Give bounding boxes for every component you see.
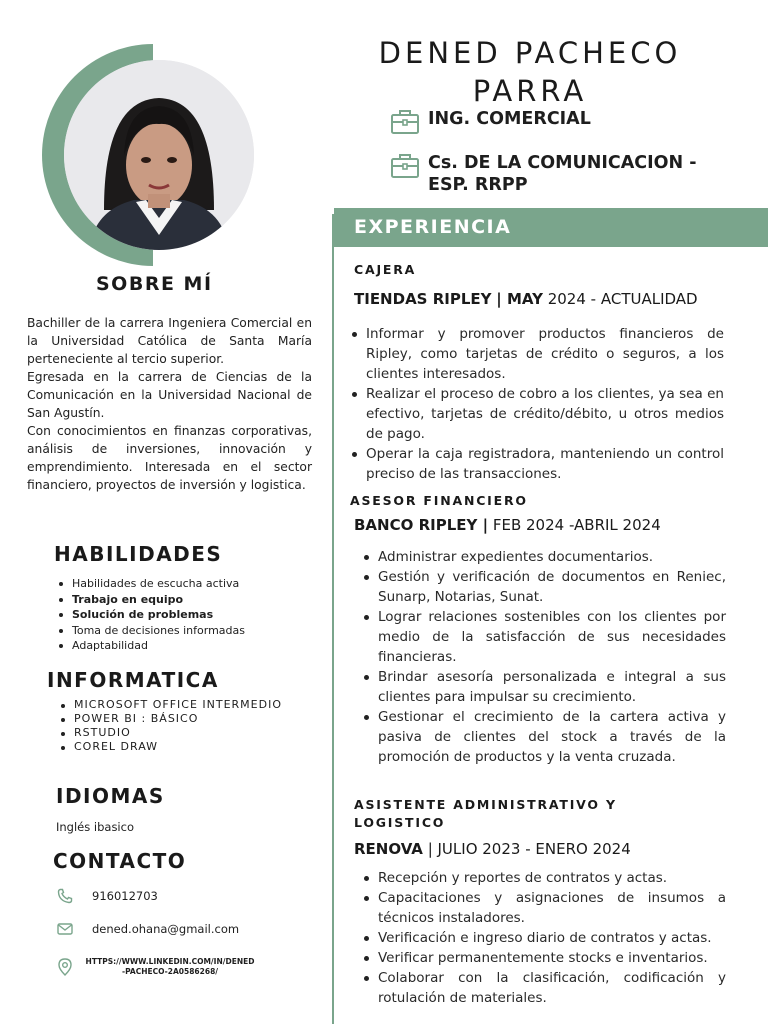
person-portrait-icon	[64, 60, 254, 250]
about-paragraph: Bachiller de la carrera Ingeniera Comercial en la Universidad Católica de Santa María perteneciente al tercio superior.	[27, 316, 312, 366]
list-item: COREL DRAW	[58, 740, 298, 754]
list-item: Brindar asesoría personalizada e integral a sus clientes para impulsar su crecimiento.	[378, 669, 726, 705]
skills-title: HABILIDADES	[54, 542, 223, 566]
about-text	[27, 314, 312, 494]
contact-title: CONTACTO	[53, 849, 187, 873]
profile-photo	[64, 60, 254, 250]
linkedin-url	[84, 957, 256, 977]
email-address: dened.ohana@gmail.com	[92, 922, 240, 936]
list-item: Recepción y reportes de contratos y actas.	[378, 868, 726, 888]
about-title: SOBRE MÍ	[96, 273, 213, 295]
contact-phone[interactable]	[56, 887, 158, 905]
list-item: Verificar permanentemente stocks e inventarios.	[378, 948, 726, 968]
location-pin-icon	[56, 958, 74, 976]
job-date: FEB 2024 -ABRIL 2024	[488, 516, 661, 534]
list-item: Adaptabilidad	[56, 638, 326, 654]
degree-row	[390, 152, 696, 196]
list-item: Informar y promover productos financieros de Ripley, como tarjetas de crédito o seguros, a los clientes interesados.	[366, 326, 724, 382]
list-item: Habilidades de escucha activa	[56, 576, 326, 592]
list-item: Capacitaciones y asignaciones de insumos a técnicos instaladores.	[378, 890, 726, 926]
list-item: Administrar expedientes documentarios.	[378, 547, 726, 567]
degree-row	[390, 108, 591, 136]
language-text: Inglés ibasico	[56, 820, 134, 834]
briefcase-icon	[390, 108, 420, 136]
email-icon	[56, 920, 74, 938]
experience-title: EXPERIENCIA	[354, 216, 512, 238]
job-company: RENOVA	[354, 840, 423, 858]
profile-photo-frame	[42, 44, 264, 266]
job-heading	[354, 290, 698, 308]
job-role: CAJERA	[354, 262, 417, 277]
phone-number: 916012703	[92, 889, 158, 903]
job-date-month: | MAY	[496, 290, 543, 308]
contact-linkedin[interactable]	[56, 957, 256, 977]
contact-email[interactable]	[56, 920, 239, 938]
page-title	[334, 34, 726, 110]
list-item: RSTUDIO	[58, 726, 298, 740]
linkedin-url-line1: HTTPS://WWW.LINKEDIN.COM/IN/DENED	[85, 957, 255, 966]
degree-title-line1: Cs. DE LA COMUNICACION -	[428, 153, 697, 173]
skills-list	[56, 576, 326, 654]
list-item: Gestionar el crecimiento de la cartera activa y pasiva de clientes del stock a través de la promoción de productos y la venta cruzada.	[378, 709, 726, 765]
about-paragraph: Egresada en la carrera de Ciencias de la Comunicación en la Universidad Nacional de San Agustín.	[27, 370, 312, 420]
job-heading	[354, 840, 631, 858]
list-item: Trabajo en equipo	[56, 592, 326, 608]
job-duties	[366, 324, 724, 484]
job-role-line2: LOGISTICO	[354, 815, 446, 830]
divider	[332, 214, 334, 1024]
job-duties	[378, 868, 726, 1008]
job-date: 2024 - ACTUALIDAD	[542, 290, 698, 308]
list-item: Lograr relaciones sostenibles con los clientes por medio de la satisfacción de sus necesidades financieras.	[378, 609, 726, 665]
degree-title: ING. COMERCIAL	[428, 109, 591, 129]
list-item: POWER BI : BÁSICO	[58, 712, 298, 726]
list-item: MICROSOFT OFFICE INTERMEDIO	[58, 698, 298, 712]
idiomas-title: IDIOMAS	[56, 784, 165, 808]
informatica-list	[58, 698, 298, 754]
list-item: Gestión y verificación de documentos en Reniec, Sunarp, Notarias, Sunat.	[378, 569, 726, 605]
job-role	[354, 796, 617, 832]
name-line2: PARRA	[472, 74, 588, 108]
job-date: | JULIO 2023 - ENERO 2024	[427, 840, 631, 858]
experience-header	[334, 208, 768, 247]
linkedin-url-line2: -PACHECO-2A0586268/	[121, 967, 219, 976]
job-heading	[354, 516, 661, 534]
job-duties	[378, 547, 726, 767]
phone-icon	[56, 887, 74, 905]
degree-title-line2: ESP. RRPP	[428, 175, 528, 195]
list-item: Realizar el proceso de cobro a los clientes, ya sea en efectivo, tarjetas de crédito/débito, u otros medios de pago.	[366, 386, 724, 442]
list-item: Verificación e ingreso diario de contratos y actas.	[378, 928, 726, 948]
degree-title	[428, 152, 696, 196]
job-company: TIENDAS RIPLEY	[354, 290, 492, 308]
job-date-separator: |	[477, 516, 489, 534]
job-role-line1: ASISTENTE ADMINISTRATIVO Y	[354, 797, 617, 812]
list-item: Colaborar con la clasificación, codificación y rotulación de materiales.	[378, 970, 726, 1006]
list-item: Operar la caja registradora, manteniendo un control preciso de las transacciones.	[366, 446, 724, 482]
name-line1: DENED PACHECO	[378, 36, 682, 70]
list-item: Toma de decisiones informadas	[56, 623, 326, 639]
list-item: Solución de problemas	[56, 607, 326, 623]
briefcase-icon	[390, 152, 420, 180]
job-role: ASESOR FINANCIERO	[350, 493, 528, 508]
about-paragraph: Con conocimientos en finanzas corporativas, análisis de inversiones, innovación y emprendimiento. Interesada en el sector financiero, proyectos de inversión y logistica.	[27, 424, 312, 492]
job-company: BANCO RIPLEY	[354, 516, 478, 534]
informatica-title: INFORMATICA	[47, 668, 219, 692]
